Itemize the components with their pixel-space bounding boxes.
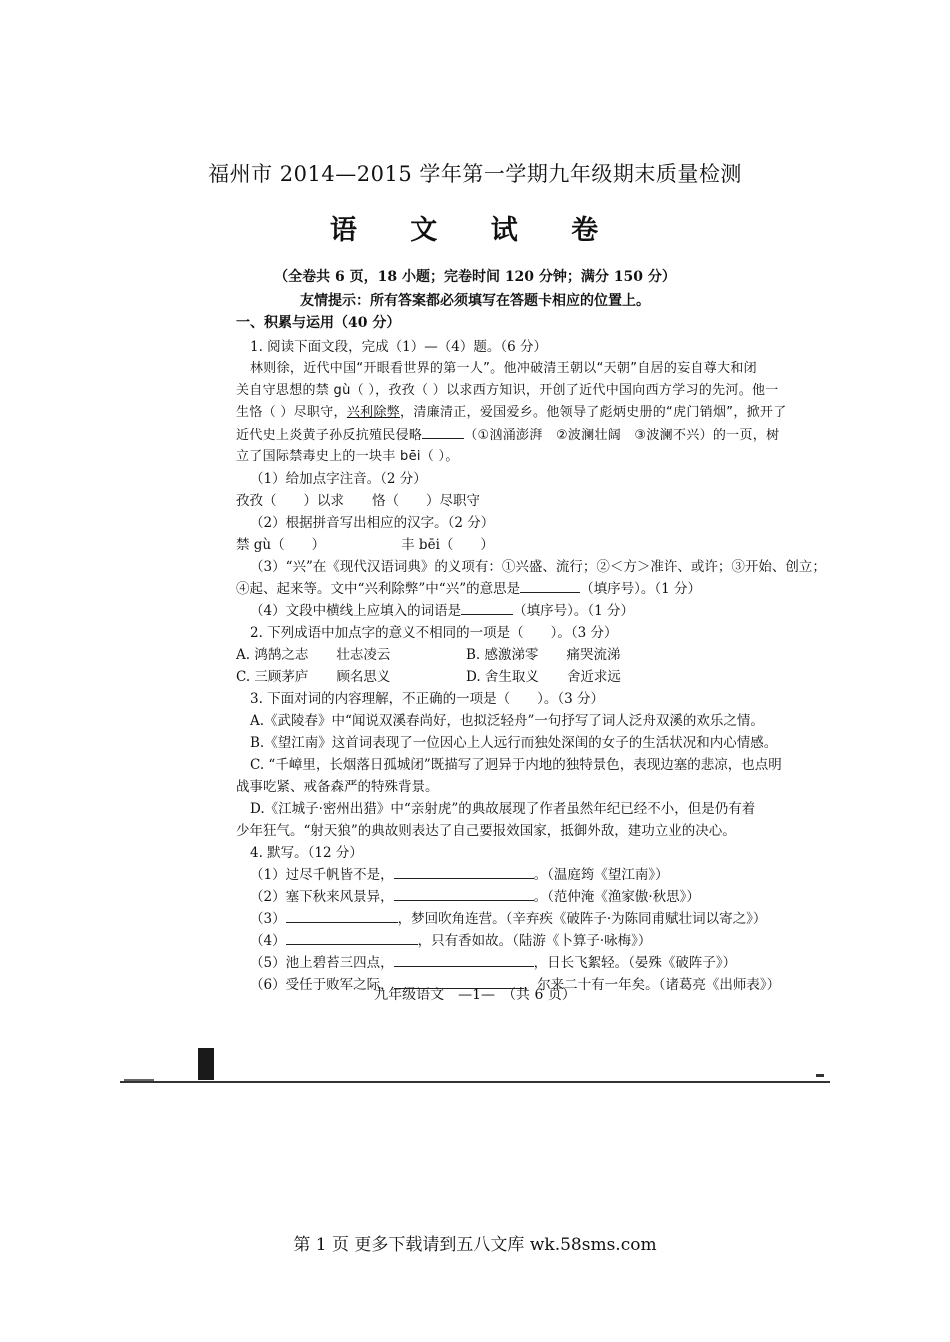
verse-text: （2）塞下秋来风景异， (250, 889, 394, 905)
verse-text: （4） (250, 933, 286, 949)
q4-line (236, 886, 776, 908)
answer-blank[interactable] (394, 886, 534, 901)
verse-text: （6）受任于败军之际， (250, 977, 394, 993)
option-c2: 顾名思义 (336, 669, 391, 685)
q1-sub2: （2）根据拼音写出相应的汉字。（2 分） (250, 515, 495, 531)
passage-line: 关自守思想的禁 gù（ ），孜孜（ ）以求西方知识，开创了近代中国向西方学习的先河。他一 (236, 383, 779, 398)
q1-sub3-text: （填序号）。（1 分） (580, 581, 701, 597)
q1-sub1: （1）给加点字注音。（2 分） (250, 471, 427, 487)
q3-option-c: C. “千嶂里，长烟落日孤城闭”既描写了迥异于内地的独特景色，表现边塞的悲凉，也点明 (250, 757, 782, 773)
q1-sub4 (236, 600, 776, 622)
q4-line (236, 952, 776, 974)
item-bei: 丰 bēi（ ） (401, 537, 494, 553)
verse-source: 。（范仲淹《渔家傲·秋思》） (533, 889, 700, 905)
q3-option-a: A.《武陵春》中“闻说双溪春尚好，也拟泛轻舟”一句抒写了词人泛舟双溪的欢乐之情。 (250, 713, 764, 729)
scan-mark-dash (816, 1074, 824, 1077)
scan-mark-dash (124, 1079, 154, 1081)
q3-stem: 3. 下面对词的内容理解，不正确的一项是（ ）。（3 分） (250, 691, 605, 707)
answer-blank[interactable] (394, 952, 534, 967)
verse-text: （5）池上碧苔三四点， (250, 955, 394, 971)
verse-source: ，日长飞絮轻。（晏殊《破阵子》） (533, 955, 737, 971)
q1-sub3-cont (236, 578, 776, 600)
q2-options-row (236, 644, 776, 666)
q2-options-row (236, 666, 776, 688)
q3-option-d: D.《江城子·密州出猎》中“亲射虎”的典故展现了作者虽然年纪已经不小，但是仍有着 (250, 801, 756, 817)
passage-line: 林则徐，近代中国“开眼看世界的第一人”。他冲破清王朝以“天朝”自居的妄自尊大和闭 (250, 361, 757, 376)
answer-blank[interactable] (422, 424, 464, 439)
exam-info: （全卷共 6 页，18 小题；完卷时间 120 分钟；满分 150 分） (274, 269, 676, 285)
item-ke: 恪（ ）尽职守 (372, 493, 480, 509)
q1-sub2-items (236, 534, 776, 556)
answer-blank[interactable] (461, 600, 513, 615)
q1-sub4-text: （4）文段中横线上应填入的词语是 (250, 603, 462, 619)
q3-option-c-cont: 战事吃紧、戒备森严的特殊背景。 (236, 779, 439, 795)
verse-source: ，梦回吹角连营。（辛弃疾《破阵子·为陈同甫赋壮词以寄之》） (397, 911, 767, 927)
q4-line (236, 908, 776, 930)
q1-stem: 1. 阅读下面文段，完成（1）—（4）题。（6 分） (250, 339, 547, 355)
passage-text: 生恪（ ）尽职守， (236, 405, 347, 420)
verse-source: ，只有香如故。（陆游《卜算子·咏梅》） (417, 933, 652, 949)
exam-tip: 友情提示：所有答案都必须填写在答题卡相应的位置上。 (300, 293, 650, 309)
option-b1: B. 感激涕零 (466, 647, 539, 663)
option-d1: D. 舍生取义 (466, 669, 539, 685)
q3-option-b: B.《望江南》这首词表现了一位因心上人远行而独处深闺的女子的生活状况和内心情感。 (250, 735, 778, 751)
q1-sub3: （3）“兴”在《现代汉语词典》的义项有：①兴盛、流行；②＜方＞准许、或许；③开始、创立； (250, 559, 826, 575)
answer-blank[interactable] (286, 908, 398, 923)
q1-sub3-text: ④起、起来等。文中“兴利除弊”中“兴”的意思是 (236, 581, 521, 597)
passage-text: 近代史上炎黄子孙反抗殖民侵略 (236, 428, 423, 443)
answer-blank[interactable] (394, 864, 534, 879)
option-d2: 舍近求远 (566, 669, 621, 685)
q4-line (236, 930, 776, 952)
section-heading: 一、积累与运用（40 分） (236, 315, 401, 331)
q2-stem: 2. 下列成语中加点字的意义不相同的一项是（ ）。（3 分） (250, 625, 618, 641)
verse-source: 。（温庭筠《望江南》） (533, 867, 669, 883)
verse-source: ，尔来二十有一年矣。（诸葛亮《出师表》） (523, 977, 781, 993)
scan-edge-line (120, 1075, 830, 1083)
answer-blank[interactable] (286, 930, 418, 945)
passage-line (236, 424, 780, 446)
underlined-phrase: 兴利除弊 (346, 405, 401, 420)
item-gu: 禁 gù（ ） (236, 537, 326, 553)
download-note: 第 1 页 更多下载请到五八文库 wk.58sms.com (293, 1235, 657, 1255)
q1-sub1-items (236, 490, 776, 512)
passage-line: 立了国际禁毒史上的一块丰 bēi（ ）。 (236, 449, 459, 464)
q1-sub4-text: （填序号）。（1 分） (513, 603, 634, 619)
passage-text: （①汹涌澎湃 ②波澜壮阔 ③波澜不兴）的一页，树 (464, 428, 780, 443)
q4-stem: 4. 默写。（12 分） (250, 845, 363, 861)
exam-body (236, 336, 826, 996)
item-zizi: 孜孜（ ）以求 (236, 493, 344, 509)
verse-text: （1）过尽千帆皆不是， (250, 867, 394, 883)
page-footer: 九年级语文 —1— （共 6 页） (374, 987, 576, 1003)
exam-title: 福州市 2014—2015 学年第一学期九年级期末质量检测 (208, 162, 742, 186)
passage-text: ，清廉清正，爱国爱乡。他领导了彪炳史册的“虎门销烟”，掀开了 (400, 405, 787, 420)
option-c1: C. 三顾茅庐 (236, 669, 309, 685)
option-b2: 痛哭流涕 (566, 647, 621, 663)
passage-line (236, 402, 787, 424)
q3-option-d-cont: 少年狂气。“射天狼”的典故则表达了自己要报效国家，抵御外敌，建功立业的决心。 (236, 823, 736, 839)
q4-line (236, 864, 776, 886)
option-a2: 壮志凌云 (336, 647, 391, 663)
option-a1: A. 鸿鹄之志 (236, 647, 309, 663)
exam-subtitle: 语 文 试 卷 (329, 215, 621, 246)
answer-blank[interactable] (520, 578, 580, 593)
verse-text: （3） (250, 911, 286, 927)
